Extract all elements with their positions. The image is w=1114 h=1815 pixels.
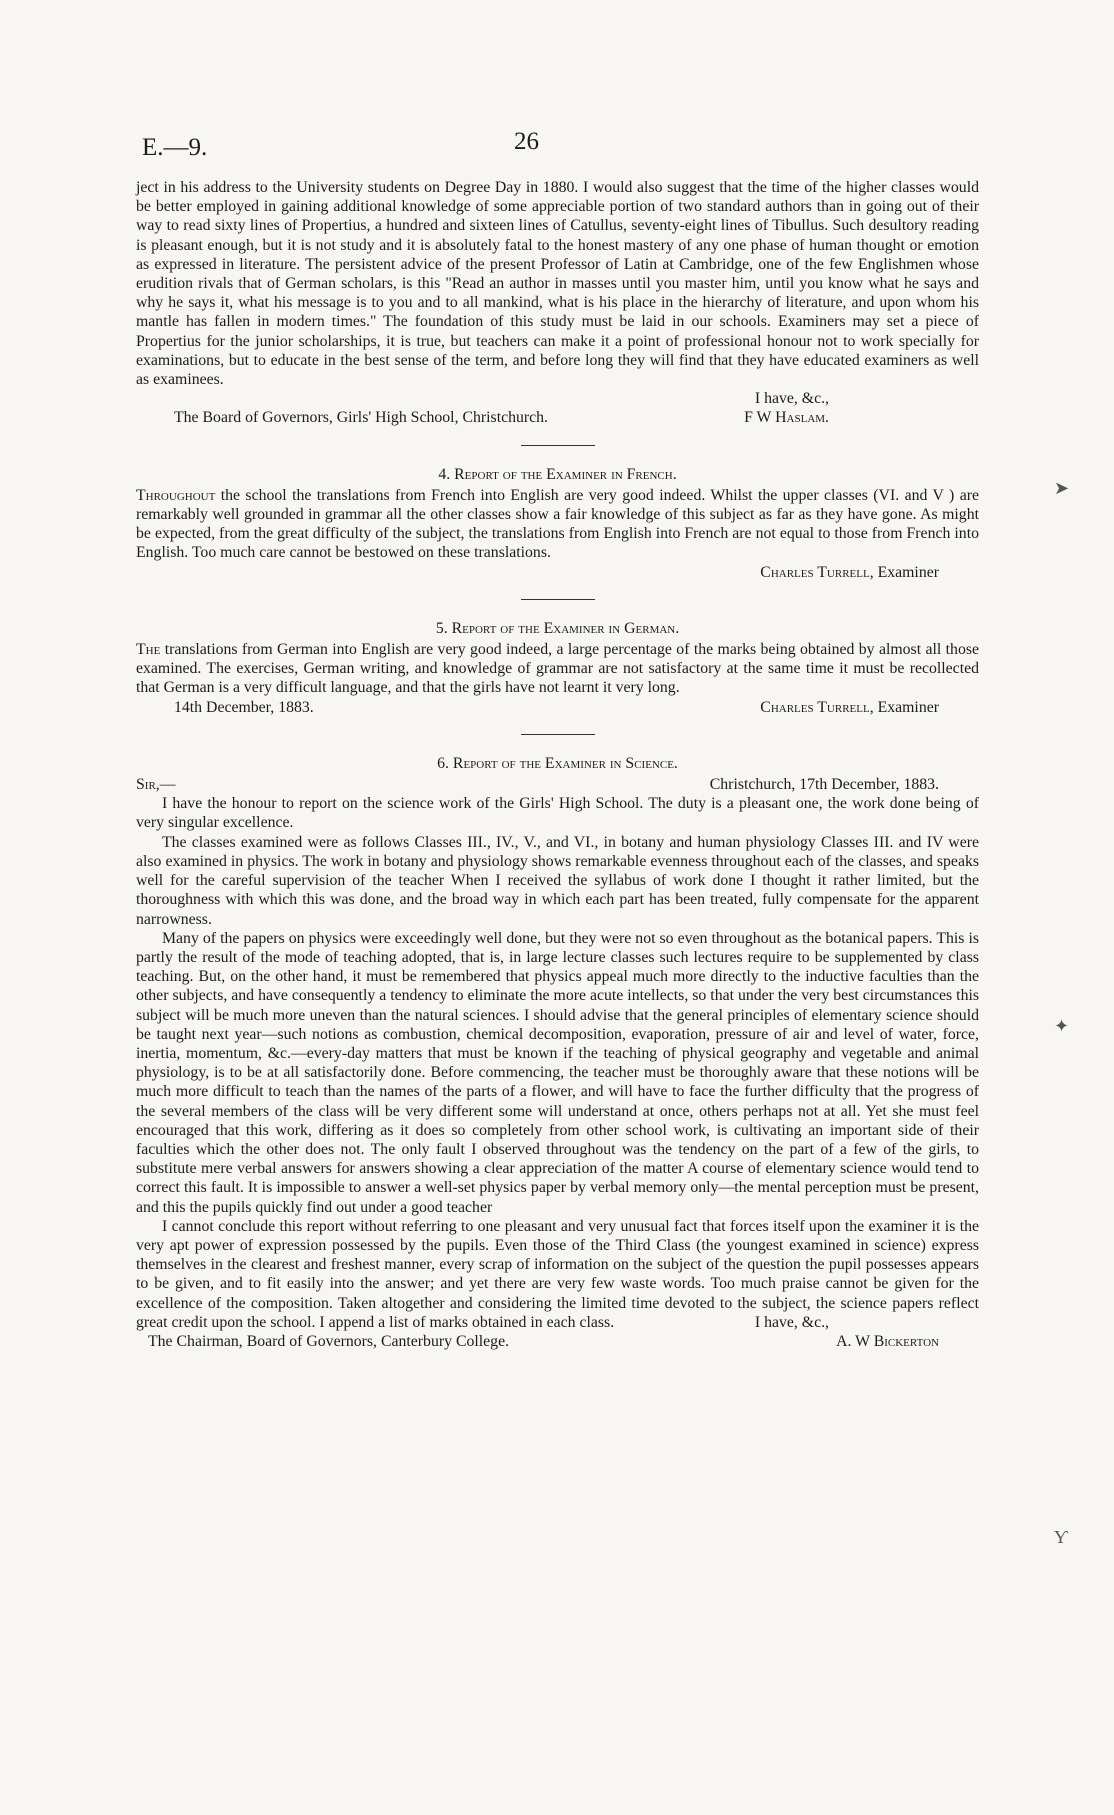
german-report bbox=[136, 619, 979, 717]
signature-name: Charles Turrell bbox=[760, 698, 870, 716]
closing-line: I have, &c., bbox=[754, 390, 829, 408]
date-signature-row bbox=[136, 698, 979, 717]
latin-paragraph: ject in his address to the University students on Degree Day in 1880. I would also suggest that the time of the higher classes would be better employed in gaining additional knowledge of some appreciable portion of two standard authors than in going out of their way to read sixty lines of Propertius, a hundred and sixteen lines of Catullus, seventy-eight lines of Tibullus. Such desultory reading is pleasant enough, but it is not study and it is absolutely fatal to the honest mastery of any one phase of human thought or emotion as expressed in literature. The persistent advice of the present Professor of Latin at Cambridge, one of the few Englishmen whose erudition rivals that of German scholars, is this "Read an author in masses until you master him, until you know what he says and why he says it, what his message is to you and to all mankind, what is his place in the hierarchy of literature, and upon whom his mantle has fallen in modern times." The foundation of this study must be laid in our schools. Examiners may set a piece of Propertius for the junior scholarships, it is true, but teachers can make it a point of professional honour not to work specially for examinations, but to educate in the best sense of the term, and before long they will find that they have educated examiners as well as examinees. bbox=[136, 179, 979, 389]
place-date: Christchurch, 17th December, 1883. bbox=[709, 776, 939, 794]
paragraph-text: the school the translations from French into English are very good indeed. Whilst the upper classes (VI. and V ) are remarkably well grounded in grammar all the other classes show a fair knowledge of this subject as far as they have gone. As might be expected, from the great difficulty of the subject, the translations from English into French are not equal to those from French into English. Too much care cannot be bestowed on these translations. bbox=[136, 486, 979, 562]
addressee-signature-row bbox=[136, 1332, 979, 1351]
addressee-signature-row bbox=[136, 408, 979, 427]
latin-report-continuation bbox=[136, 178, 979, 428]
lead-word: The bbox=[136, 641, 161, 659]
signature: A. W Bickerton bbox=[836, 1333, 939, 1351]
margin-mark: Ƴ bbox=[1054, 1527, 1069, 1547]
addressee: The Chairman, Board of Governors, Canterbury College. bbox=[148, 1333, 510, 1351]
signature-role: , Examiner bbox=[869, 698, 939, 716]
signature: F W Haslam. bbox=[744, 409, 829, 427]
lead-word: Throughout bbox=[136, 486, 216, 504]
section-divider bbox=[521, 445, 595, 446]
margin-mark: ✦ bbox=[1054, 1016, 1070, 1036]
section-divider bbox=[521, 734, 595, 735]
signature-role: , Examiner bbox=[869, 563, 939, 581]
science-paragraph: I have the honour to report on the science work of the Girls' High School. The duty is a pleasant one, the work done being of very singular excellence. bbox=[136, 795, 979, 832]
science-paragraph: Many of the papers on physics were exceedingly well done, but they were not so even throughout as the botanical papers. This is partly the result of the mode of teaching adopted, that is, in large lecture classes such lectures require to be supplemented by class teaching. But, on the other hand, it must be remembered that physics appeal much more directly to the inductive faculties than the other subjects, and have consequently a tendency to eliminate the more acute intellects, so that under the very best circumstances this subject will be much more uneven than the natural sciences. I should advise that the general principles of elementary science should be taught next year—such notions as combustion, chemical decomposition, evaporation, pressure of air and level of water, force, inertia, momentum, &c.—every-day matters that must be known if the teaching of physical geography and vegetable and animal physiology, is to be at all satisfactorily done. Before commencing, the teacher must be thoroughly aware that these notions will be much more difficult to teach than the names of the parts of a flower, and will have to face the further difficulty that the progress of the several members of the class will be very different some will understand at once, others perhaps not at all. Yet she must feel encouraged that this work, differing as it does so completely from other school work, is cultivating an important side of their faculties which the other does not. The only fault I observed throughout was the tendency on the part of a few of the girls, to substitute mere verbal answers for answers showing a clear appreciation of the matter A course of elementary science would tend to correct this fault. It is impossible to answer a well-set physics paper by verbal memory only—the mental perception must be present, and this the pupils quickly find out under a good teacher bbox=[136, 929, 979, 1216]
signature-name: Charles Turrell bbox=[760, 563, 870, 581]
french-paragraph bbox=[136, 486, 979, 563]
paragraph-text: translations from German into English are very good indeed, a large percentage of the marks being obtained by almost all those examined. The exercises, German writing, and knowledge of grammar are not satisfactory at the same time it must be recollected that German is a very difficult language, and that the girls have not learnt it very long. bbox=[136, 641, 979, 697]
section-title: 6. Report of the Examiner in Science. bbox=[437, 754, 678, 772]
section-title: 5. Report of the Examiner in German. bbox=[435, 619, 680, 637]
margin-mark: ➤ bbox=[1054, 478, 1070, 498]
salutation: Sir,— bbox=[136, 776, 176, 794]
section-divider bbox=[521, 599, 595, 600]
science-report bbox=[136, 754, 979, 1352]
closing-line: I have, &c., bbox=[754, 1313, 829, 1331]
signature bbox=[760, 698, 939, 717]
page-number: 26 bbox=[514, 128, 539, 155]
science-paragraph: The classes examined were as follows Classes III., IV., V., and VI., in botany and human physiology Classes III. and IV were also examined in physics. The work in botany and physiology shows remarkable evenness throughout each of the classes, and speaks well for the careful supervision of the teacher When I received the syllabus of work done I thought it rather limited, but the thoroughness with which this was done, and the broad way in which each part has been treated, fully compensate for the apparent narrowness. bbox=[136, 833, 979, 928]
french-report bbox=[136, 465, 979, 582]
section-title: 4. Report of the Examiner in French. bbox=[438, 465, 677, 483]
document-body bbox=[136, 178, 979, 1351]
science-paragraph: I cannot conclude this report without referring to one pleasant and very unusual fact that forces itself upon the examiner it is the very apt power of expression possessed by the pupils. Even those of the Third Class (the youngest examined in science) express themselves in the clearest and freshest manner, every scrap of information on the subject of the question the pupil possesses appears to be given, and to fit easily into the answer; and yet there are very few waste words. Too much praise cannot be given for the excellence of the composition. Taken altogether and considering the limited time devoted to the subject, the science papers reflect great credit upon the school. I append a list of marks obtained in each class. bbox=[136, 1217, 979, 1331]
signature bbox=[136, 563, 979, 582]
german-paragraph bbox=[136, 640, 979, 698]
report-reference: E.—9. bbox=[142, 134, 208, 161]
salutation-row bbox=[136, 775, 979, 794]
addressee: The Board of Governors, Girls' High School, Christchurch. bbox=[174, 409, 549, 427]
report-date: 14th December, 1883. bbox=[174, 698, 314, 716]
